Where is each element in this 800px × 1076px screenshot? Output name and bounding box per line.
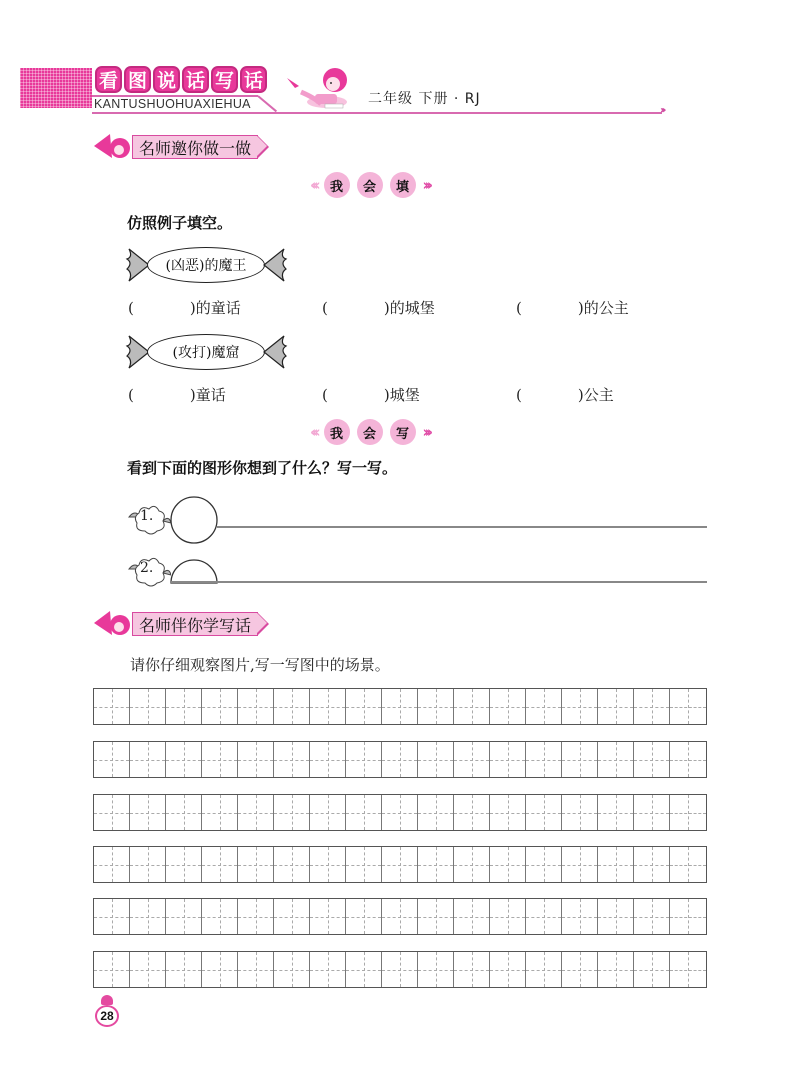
writing-cell[interactable] — [634, 847, 670, 882]
subheading-fill — [310, 172, 429, 198]
megaphone-girl-icon — [92, 607, 132, 641]
writing-cell[interactable] — [598, 847, 634, 882]
blank-item[interactable]: ( )的公主 — [516, 299, 629, 317]
fill-instruction: 仿照例子填空。 — [127, 214, 233, 232]
writing-cell[interactable] — [130, 742, 166, 777]
writing-cell[interactable] — [166, 795, 202, 830]
writing-cell[interactable] — [166, 742, 202, 777]
page-number-badge — [92, 995, 122, 1031]
writing-cell[interactable] — [202, 899, 238, 934]
writing-grid-row — [93, 846, 707, 883]
writing-cell[interactable] — [94, 795, 130, 830]
writing-cell[interactable] — [454, 847, 490, 882]
writing-cell[interactable] — [346, 952, 382, 987]
example-text: (攻打)魔窟 — [147, 334, 265, 370]
writing-cell[interactable] — [418, 952, 454, 987]
heading-bubble: 会 — [357, 419, 383, 445]
writing-cell[interactable] — [634, 899, 670, 934]
heading-bubble: 填 — [390, 172, 416, 198]
subheading-write — [310, 419, 429, 445]
section-banner-practice — [92, 130, 258, 164]
writing-cell[interactable] — [346, 899, 382, 934]
writing-cell[interactable] — [526, 952, 562, 987]
example-candy-2 — [125, 332, 285, 372]
writing-cell[interactable] — [130, 847, 166, 882]
writing-cell[interactable] — [418, 899, 454, 934]
header-end-arrows: ››› — [660, 105, 664, 116]
writing-cell[interactable] — [130, 899, 166, 934]
writing-cell[interactable] — [238, 795, 274, 830]
writing-cell[interactable] — [238, 847, 274, 882]
writing-cell[interactable] — [634, 689, 670, 724]
writing-cell[interactable] — [670, 847, 706, 882]
writing-cell[interactable] — [454, 689, 490, 724]
writing-cell[interactable] — [94, 742, 130, 777]
writing-cell[interactable] — [526, 742, 562, 777]
chevron-left-icon: ‹‹‹ — [310, 176, 317, 194]
writing-cell[interactable] — [634, 742, 670, 777]
writing-cell[interactable] — [346, 742, 382, 777]
writing-cell[interactable] — [202, 795, 238, 830]
section-banner-writing — [92, 607, 258, 641]
writing-cell[interactable] — [310, 847, 346, 882]
hat-icon — [101, 995, 113, 1005]
writing-cell[interactable] — [382, 899, 418, 934]
header-divider — [92, 112, 662, 114]
writing-cell[interactable] — [670, 742, 706, 777]
writing-grid-row — [93, 741, 707, 778]
chevron-left-icon: ‹‹‹ — [310, 423, 317, 441]
writing-cell[interactable] — [382, 952, 418, 987]
writing-cell[interactable] — [418, 742, 454, 777]
writing-cell[interactable] — [166, 847, 202, 882]
writing-grid-row — [93, 688, 707, 725]
header-divider — [257, 95, 277, 112]
writing-cell[interactable] — [526, 795, 562, 830]
writing-cell[interactable] — [562, 847, 598, 882]
title-char: 话 — [240, 66, 267, 93]
blank-item[interactable]: ( )的童话 — [128, 299, 241, 317]
title-char: 话 — [182, 66, 209, 93]
writing-cell[interactable] — [562, 795, 598, 830]
book-title — [95, 66, 267, 93]
circle-shape — [170, 495, 220, 545]
writing-cell[interactable] — [382, 795, 418, 830]
chevron-right-icon: ››› — [422, 176, 430, 194]
writing-cell[interactable] — [562, 899, 598, 934]
writing-cell[interactable] — [94, 899, 130, 934]
writing-cell[interactable] — [310, 899, 346, 934]
candy-wrapper-right-icon — [260, 332, 288, 372]
writing-cell[interactable] — [526, 689, 562, 724]
shape-item-1 — [127, 495, 227, 545]
writing-cell[interactable] — [274, 689, 310, 724]
writing-cell[interactable] — [310, 689, 346, 724]
writing-cell[interactable] — [310, 952, 346, 987]
answer-line-2[interactable] — [170, 581, 707, 583]
writing-cell[interactable] — [418, 689, 454, 724]
writing-cell[interactable] — [490, 742, 526, 777]
writing-instruction: 请你仔细观察图片,写一写图中的场景。 — [130, 656, 390, 674]
blank-suffix: 童话 — [195, 386, 226, 404]
writing-cell[interactable] — [598, 689, 634, 724]
writing-cell[interactable] — [670, 795, 706, 830]
writing-cell[interactable] — [274, 742, 310, 777]
writing-cell[interactable] — [454, 899, 490, 934]
writing-cell[interactable] — [598, 742, 634, 777]
writing-cell[interactable] — [454, 795, 490, 830]
writing-cell[interactable] — [418, 795, 454, 830]
blank-item[interactable]: ( )的城堡 — [322, 299, 435, 317]
writing-cell[interactable] — [634, 952, 670, 987]
blank-suffix: 公主 — [583, 386, 614, 404]
writing-cell[interactable] — [274, 952, 310, 987]
writing-cell[interactable] — [346, 795, 382, 830]
writing-cell[interactable] — [238, 689, 274, 724]
item-number: 1. — [140, 508, 154, 524]
item-number: 2. — [140, 560, 154, 576]
writing-grid-row — [93, 898, 707, 935]
writing-cell[interactable] — [130, 952, 166, 987]
writing-cell[interactable] — [202, 689, 238, 724]
writing-cell[interactable] — [94, 847, 130, 882]
writing-cell[interactable] — [634, 795, 670, 830]
writing-cell[interactable] — [346, 689, 382, 724]
candy-wrapper-right-icon — [260, 245, 288, 285]
blank-item[interactable]: ( )公主 — [516, 386, 614, 404]
writing-cell[interactable] — [382, 847, 418, 882]
writing-cell[interactable] — [670, 952, 706, 987]
writing-cell[interactable] — [562, 689, 598, 724]
writing-cell[interactable] — [202, 847, 238, 882]
section-banner-label: 名师伴你学写话 — [132, 612, 258, 636]
writing-cell[interactable] — [94, 952, 130, 987]
writing-cell[interactable] — [94, 689, 130, 724]
writing-cell[interactable] — [238, 899, 274, 934]
writing-cell[interactable] — [130, 795, 166, 830]
writing-cell[interactable] — [202, 742, 238, 777]
writing-cell[interactable] — [562, 742, 598, 777]
writing-cell[interactable] — [490, 689, 526, 724]
title-char: 图 — [124, 66, 151, 93]
writing-cell[interactable] — [418, 847, 454, 882]
writing-cell[interactable] — [166, 689, 202, 724]
writing-cell[interactable] — [274, 795, 310, 830]
heading-bubble: 我 — [324, 419, 350, 445]
writing-cell[interactable] — [130, 689, 166, 724]
title-char: 看 — [95, 66, 122, 93]
writing-cell[interactable] — [202, 952, 238, 987]
writing-cell[interactable] — [598, 899, 634, 934]
page-number: 28 — [95, 1005, 119, 1027]
writing-cell[interactable] — [454, 742, 490, 777]
writing-cell[interactable] — [526, 899, 562, 934]
example-text: (凶恶)的魔王 — [147, 247, 265, 283]
megaphone-girl-icon — [92, 130, 132, 164]
heading-bubble: 会 — [357, 172, 383, 198]
blank-item[interactable]: ( )城堡 — [322, 386, 420, 404]
blank-suffix: 的城堡 — [389, 299, 435, 317]
blank-suffix: 城堡 — [389, 386, 420, 404]
writing-cell[interactable] — [598, 952, 634, 987]
writing-cell[interactable] — [238, 952, 274, 987]
blank-suffix: 的童话 — [195, 299, 241, 317]
writing-cell[interactable] — [382, 742, 418, 777]
header-pattern-block — [20, 68, 92, 108]
writing-cell[interactable] — [382, 689, 418, 724]
writing-cell[interactable] — [310, 742, 346, 777]
answer-line-1[interactable] — [217, 526, 707, 528]
grade-label: 二年级 下册 · RJ — [368, 91, 481, 107]
header-divider — [92, 95, 258, 97]
writing-cell[interactable] — [562, 952, 598, 987]
writing-cell[interactable] — [238, 742, 274, 777]
title-char: 说 — [153, 66, 180, 93]
blank-suffix: 的公主 — [583, 299, 629, 317]
chevron-right-icon: ››› — [422, 423, 430, 441]
writing-cell[interactable] — [274, 899, 310, 934]
writing-cell[interactable] — [490, 795, 526, 830]
writing-cell[interactable] — [310, 795, 346, 830]
writing-cell[interactable] — [670, 899, 706, 934]
heading-bubble: 我 — [324, 172, 350, 198]
writing-cell[interactable] — [166, 899, 202, 934]
write-instruction: 看到下面的图形你想到了什么？写一写。 — [127, 459, 398, 477]
section-banner-label: 名师邀你做一做 — [132, 135, 258, 159]
writing-grid-row — [93, 794, 707, 831]
writing-cell[interactable] — [274, 847, 310, 882]
writing-cell[interactable] — [490, 899, 526, 934]
writing-grid-row — [93, 951, 707, 988]
writing-cell[interactable] — [454, 952, 490, 987]
book-subtitle: KANTUSHUOHUAXIEHUA — [94, 97, 251, 111]
writing-cell[interactable] — [490, 952, 526, 987]
writing-cell[interactable] — [346, 847, 382, 882]
example-candy-1 — [125, 245, 285, 285]
writing-cell[interactable] — [166, 952, 202, 987]
heading-bubble: 写 — [390, 419, 416, 445]
writing-cell[interactable] — [526, 847, 562, 882]
blank-item[interactable]: ( )童话 — [128, 386, 226, 404]
writing-cell[interactable] — [490, 847, 526, 882]
writing-cell[interactable] — [670, 689, 706, 724]
writing-cell[interactable] — [598, 795, 634, 830]
girl-reading-icon — [285, 64, 355, 114]
title-char: 写 — [211, 66, 238, 93]
